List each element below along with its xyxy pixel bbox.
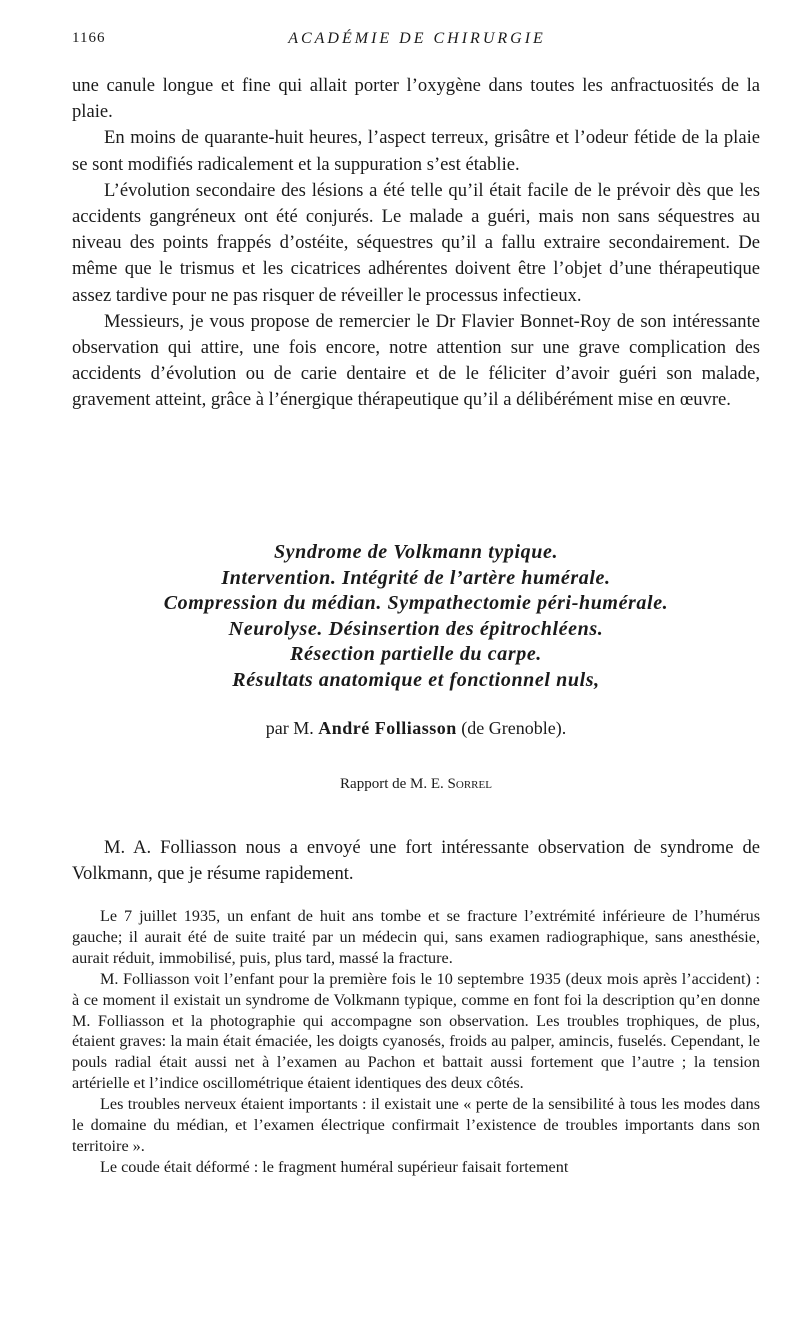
intro-text [72, 73, 760, 414]
page-number: 1166 [72, 30, 106, 46]
title-line: Intervention. Intégrité de l’artère humérale. [221, 566, 611, 589]
paragraph: Le 7 juillet 1935, un enfant de huit ans tombe et se fracture l’extrémité inférieure de l’humérus gauche; il aurait été de suite traité par un médecin qui, sans examen radiographique, sans anesthésie, aurait réduit, immobilisé, puis, plus tard, massé la fracture. [72, 907, 760, 967]
rapport-prefix: Rapport de M. E. [340, 776, 444, 792]
author-name: André Folliasson [318, 718, 457, 738]
rapporteur-name: Sorrel [447, 776, 492, 792]
paragraph: une canule longue et fine qui allait porter l’oxygène dans toutes les anfractuosités de la plaie. [72, 75, 760, 123]
running-head: ACADÉMIE DE CHIRURGIE [288, 30, 546, 47]
author-affiliation: (de Grenoble). [461, 718, 567, 738]
article-title [72, 540, 760, 694]
byline-prefix: par M. [265, 718, 314, 738]
title-line: Compression du médian. Sympathectomie péri-humérale. [163, 592, 669, 615]
title-line: Neurolyse. Désinsertion des épitrochléens. [228, 617, 604, 640]
title-line: Résultats anatomique et fonctionnel nuls, [232, 668, 600, 691]
paragraph: L’évolution secondaire des lésions a été telle qu’il était facile de le prévoir dès que les accidents gangréneux ont été conjurés. Le malade a guéri, mais non sans séquestres au niveau des points frappés d’ostéite, séquestres qu’il a fallu extraire secondairement. De même que le trismus et les cicatrices adhérentes doivent être l’objet d’une thérapeutique assez tardive pour ne pas risquer de réveiller le processus infectieux. [72, 179, 760, 306]
rapport-line [72, 776, 760, 793]
page-header [72, 30, 762, 52]
paragraph: Les troubles nerveux étaient importants : il existait une « perte de la sensibilité à tous les modes dans le domaine du médian, et l’examen électrique confirmait l’existence de troubles importants dans son territoire ». [72, 1095, 760, 1155]
paragraph: Le coude était déformé : le fragment huméral supérieur faisait fortement [100, 1157, 569, 1176]
case-summary [72, 906, 760, 1178]
lead-text [72, 835, 760, 887]
paragraph: Messieurs, je vous propose de remercier le Dr Flavier Bonnet-Roy de son intéressante observation qui attire, une fois encore, notre attention sur une grave complication des accidents d’évolution ou de carie dentaire et de le féliciter d’avoir guéri son malade, gravement atteint, grâce à l’énergique thérapeutique qu’il a délibérément mise en œuvre. [72, 310, 760, 411]
paragraph: En moins de quarante-huit heures, l’aspect terreux, grisâtre et l’odeur fétide de la plaie se sont modifiés radicalement et la suppuration s’est établie. [72, 127, 760, 175]
byline [72, 718, 760, 739]
title-line: Syndrome de Volkmann typique. [273, 541, 559, 563]
paragraph: M. A. Folliasson nous a envoyé une fort intéressante observation de syndrome de Volkmann, que je résume rapidement. [72, 837, 760, 885]
paragraph: M. Folliasson voit l’enfant pour la première fois le 10 septembre 1935 (deux mois après l’accident) : à ce moment il existait un syndrome de Volkmann typique, comme en font foi la description qu’en donne M. Folliasson et la photographie qui accompagne son observation. Les troubles trophiques, de plus, étaient graves: la main était émaciée, les doigts cyanosés, froids au palper, amincis, fuselés. Cependant, le pouls radial était aussi net à l’examen au Pachon et battait aussi fortement que l’autre ; la tension artérielle et l’indice oscillométrique étaient identiques des deux côtés. [72, 969, 760, 1093]
title-line: Résection partielle du carpe. [290, 643, 542, 666]
